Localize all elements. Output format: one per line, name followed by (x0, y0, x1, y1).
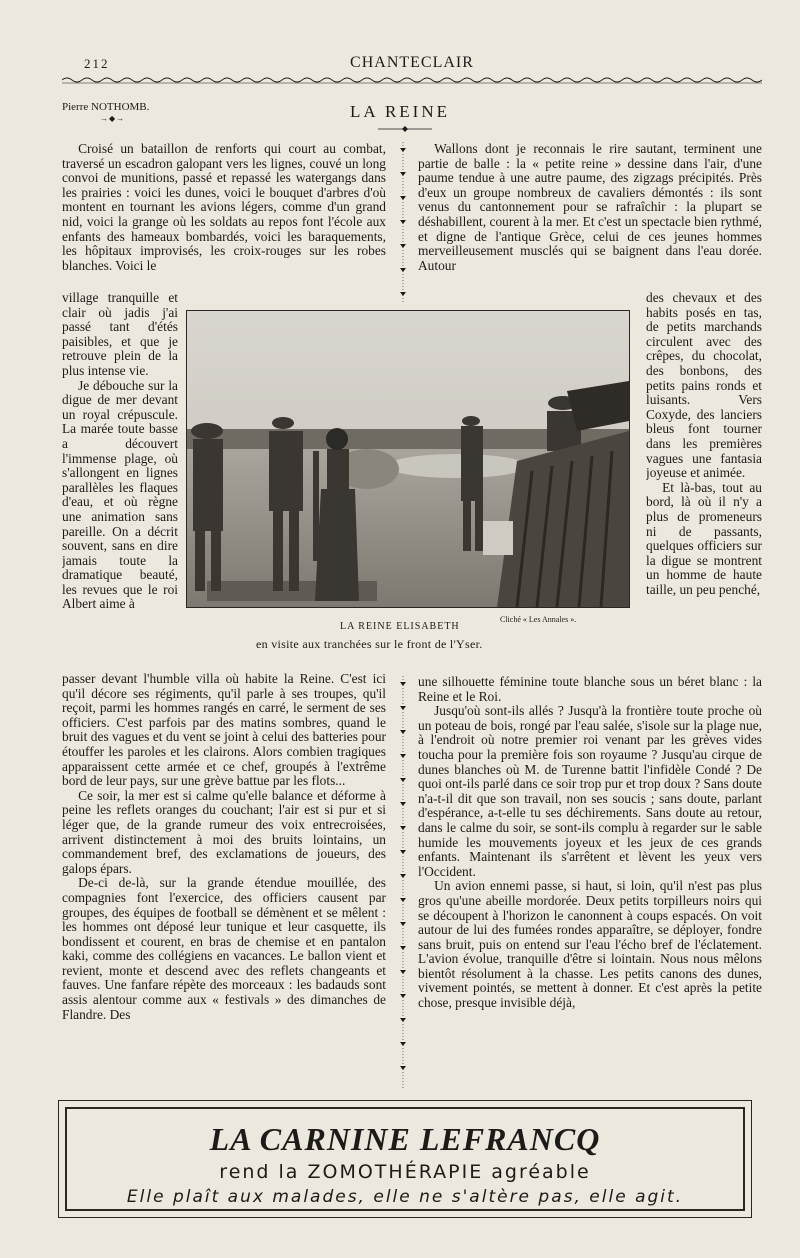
column-bottom-right (418, 675, 762, 1090)
column-divider-bottom (400, 676, 406, 1088)
paragraph: une silhouette féminine toute blanche sous un béret blanc : la Reine et le Roi. (418, 675, 762, 704)
advertisement-inner-frame (65, 1107, 745, 1211)
column-right-narrow (646, 291, 762, 676)
photo-caption-subtitle: en visite aux tranchées sur le front de l'Yser. (256, 637, 483, 651)
author-byline: Pierre NOTHOMB. (62, 101, 150, 113)
column-divider-top (400, 142, 406, 302)
byline-ornament: →◆→ (100, 114, 126, 123)
photo-credit: Cliché « Les Annales ». (500, 615, 577, 624)
paragraph: Croisé un bataillon de renforts qui court au combat, traversé un escadron galopant vers les lignes, couvé un long convoi de munitions, passé et repassé les watergangs dans les prairies : voici les dunes, voici le bouquet d'arbres d'où montent en tournant les avions légers, comme d'un grand nid, voici la grange où les soldats au repos font l'école aux enfants des hameaux bombardés, voici les baraquements, les hôpitaux improvisés, les croix-rouges sur les robes blanches. Voici le (62, 142, 386, 273)
paragraph: des chevaux et des habits posés en tas, de petits marchands circulent avec des crêpes, du chocolat, des bonbons, des petits pains ronds et luisants. Vers Coxyde, des lanciers bleus font tourner dans les premières vagues une fantasia joyeuse et animée. (646, 291, 762, 481)
ad-slogan: Elle plaît aux malades, elle ne s'altère pas, elle agit. (126, 1187, 684, 1207)
page-header (62, 56, 762, 82)
paragraph: passer devant l'humble villa où habite la Reine. C'est ici qu'il décore ses régiments, qu'il parle à ses troupes, qu'il reçoit, parmi les hommes rangés en carré, le serment de ses officiers. C'est parfois par des matins sombres, quand le bruit des vagues et du vent se joint à celui des batteries pour étouffer les paroles et les clairons. Alors combien tragiques apparaissent cette armée et ce chef, groupés à l'extrême bord de leur pays, sur une grève battue par les flots... (62, 672, 386, 789)
column-left-narrow (62, 291, 178, 671)
column-top-left (62, 142, 386, 292)
page-number: 212 (84, 56, 110, 71)
paragraph: Et là-bas, tout au bord, là où il n'y a plus de promeneurs ni de passants, quelques officiers sur la digue se montrent un homme de haute taille, un peu penché, (646, 479, 762, 597)
paragraph: Wallons dont je reconnais le rire sautant, terminent une partie de balle : la « petite reine » dessine dans l'air, d'une paume tendue à une autre paume, des zigzags précipités. Près d'eux un groupe nombreux de cavaliers démontés : ils sont venus du cantonnement pour se rafraîchir : la plupart se déshabillent, courent à la mer. Et c'est un spectacle bien rythmé, et digne de l'antique Grèce, celui de ces jeunes hommes merveilleusement musclés qui se baignent dans l'eau dorée. Autour (418, 142, 762, 273)
magazine-title: CHANTECLAIR (350, 54, 474, 71)
paragraph: Je débouche sur la digue de mer devant un royal crépuscule. La marée toute basse a découvert l'immense plage, où s'allongent en lignes parallèles les flaques d'eau, et où règne une animation sans pareille. On a décrit souvent, sans en dire jamais toute la dramatique beauté, les revues que le roi Albert aime à (62, 377, 178, 612)
paragraph: village tranquille et clair où jadis j'ai passé tant d'étés paisibles, et que je retrouve plein de la plus intense vie. (62, 291, 178, 378)
column-bottom-left (62, 672, 386, 1090)
paragraph: Un avion ennemi passe, si haut, si loin, qu'il n'est pas plus gros qu'une abeille mordorée. Deux petits torpilleurs noirs qui se découpent à l'horizon le canonnent à coups espacés. On voit autour de lui des fumées rondes apparaître, se déployer, fondre sans bruit, puis on entend sur l'eau l'écho bref de l'éclatement. L'avion évolue, tranquille d'être si lointain. Nous nous mêlons bientôt résolument à la chasse. Les petits canons des dunes, vivement pointés, se mettent à donner. Et c'est après la petite chose, presque invisible déjà, (418, 878, 762, 1011)
paragraph: De-ci de-là, sur la grande étendue mouillée, des compagnies font l'exercice, des officiers causent par groupes, des équipes de football se démènent et se mêlent : les hommes ont déposé leur tunique et leur casquette, ils bondissent et courent, en bras de chemise et en pantalon kaki, comme des collégiens en vacances. Le ballon vient et revient, monte et descend avec des reflets changeants et fauves. Une fanfare répète des morceaux : les badauds sont assis alentour comme aux « festivals » des dimanches de Flandre. Des (62, 875, 386, 1022)
photo-caption-title: LA REINE ELISABETH (340, 621, 460, 632)
advertisement-box (58, 1100, 752, 1218)
column-top-right (418, 142, 762, 292)
queen-photograph (186, 310, 630, 608)
paragraph: Ce soir, la mer est si calme qu'elle balance et déforme à peine les reflets oranges du couchant; l'air est si pur et si léger que, de la grande rumeur des voix entrecroisées, arrivent distinctement à moi des bruits lointains, un commandement bref, des exclamations de joueurs, des galops épars. (62, 787, 386, 876)
header-wavy-rule (62, 76, 762, 84)
trench-scene-illustration (187, 311, 629, 607)
ad-brand-name: LA CARNINE LEFRANCQ (209, 1121, 601, 1157)
paragraph: Jusqu'où sont-ils allés ? Jusqu'à la frontière toute proche où un poteau de bois, rongé par l'eau salée, s'isole sur la plage nue, à l'endroit où notre premier roi venant par les grèves vides toucha pour la première fois son royaume ? Jusqu'au cirque de dunes blanches où M. de Turenne battit l'infidèle Condé ? De quoi ont-ils parlé dans ce soir trop pur et trop doux ? Sans doute n'a-t-il dit que son travail, non ses soucis ; sans doute, parlant d'espérance, a-t-elle tu ses déchirements. Sans doute au retour, dans le calme du soir, se sont-ils complu à regarder sur le sable humide les mouvements joyeux et les jeux de ces grands enfants. Maintenant ils s'arrêtent et lèvent les yeux vers l'Occident. (418, 703, 762, 879)
article-title: LA REINE (349, 102, 451, 121)
ad-tagline: rend la ZOMOTHÉRAPIE agréable (219, 1161, 591, 1183)
title-ornament (370, 125, 440, 133)
